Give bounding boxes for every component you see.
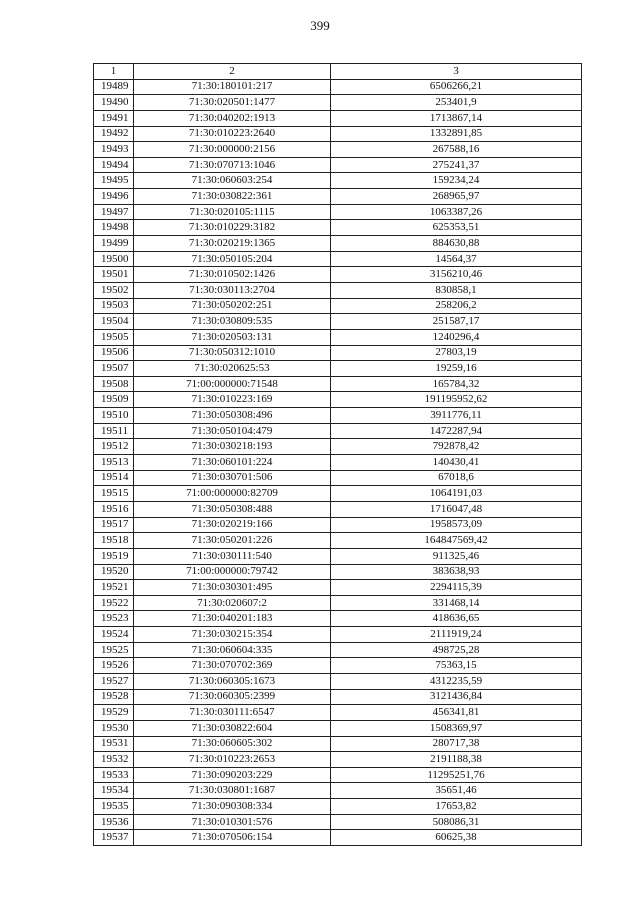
- table-row: [94, 220, 582, 236]
- row-number-cell: 19534: [94, 783, 134, 799]
- table-row: [94, 251, 582, 267]
- cadastral-number-cell: 71:30:020219:166: [134, 517, 331, 533]
- row-number-cell: 19519: [94, 548, 134, 564]
- value-cell: 418636,65: [331, 611, 582, 627]
- cadastral-number-cell: 71:00:000000:79742: [134, 564, 331, 580]
- column-header-3: 3: [331, 64, 582, 80]
- row-number-cell: 19510: [94, 408, 134, 424]
- table-row: [94, 642, 582, 658]
- cadastral-number-cell: 71:30:060603:254: [134, 173, 331, 189]
- value-cell: 140430,41: [331, 455, 582, 471]
- value-cell: 1064191,03: [331, 486, 582, 502]
- cadastral-number-cell: 71:30:040202:1913: [134, 110, 331, 126]
- row-number-cell: 19532: [94, 752, 134, 768]
- cadastral-number-cell: 71:30:070713:1046: [134, 157, 331, 173]
- cadastral-number-cell: 71:30:030218:193: [134, 439, 331, 455]
- cadastral-number-cell: 71:00:000000:71548: [134, 376, 331, 392]
- table-row: [94, 658, 582, 674]
- row-number-cell: 19522: [94, 595, 134, 611]
- row-number-cell: 19517: [94, 517, 134, 533]
- cadastral-number-cell: 71:30:010502:1426: [134, 267, 331, 283]
- row-number-cell: 19533: [94, 767, 134, 783]
- value-cell: 17653,82: [331, 799, 582, 815]
- row-number-cell: 19501: [94, 267, 134, 283]
- row-number-cell: 19520: [94, 564, 134, 580]
- row-number-cell: 19499: [94, 236, 134, 252]
- row-number-cell: 19521: [94, 580, 134, 596]
- row-number-cell: 19491: [94, 110, 134, 126]
- table-row: [94, 799, 582, 815]
- cadastral-number-cell: 71:30:050104:479: [134, 423, 331, 439]
- value-cell: 191195952,62: [331, 392, 582, 408]
- table-row: [94, 720, 582, 736]
- value-cell: 60625,38: [331, 830, 582, 846]
- cadastral-number-cell: 71:30:020625:53: [134, 361, 331, 377]
- table-row: [94, 157, 582, 173]
- value-cell: 251587,17: [331, 314, 582, 330]
- cadastral-number-cell: 71:30:030809:535: [134, 314, 331, 330]
- cadastral-number-cell: 71:30:030111:540: [134, 548, 331, 564]
- table-row: [94, 501, 582, 517]
- row-number-cell: 19505: [94, 329, 134, 345]
- table-row: [94, 142, 582, 158]
- cadastral-number-cell: 71:30:030215:354: [134, 627, 331, 643]
- row-number-cell: 19494: [94, 157, 134, 173]
- row-number-cell: 19526: [94, 658, 134, 674]
- cadastral-number-cell: 71:30:050202:251: [134, 298, 331, 314]
- value-cell: 267588,16: [331, 142, 582, 158]
- row-number-cell: 19528: [94, 689, 134, 705]
- page-number: 399: [310, 18, 330, 33]
- value-cell: 165784,32: [331, 376, 582, 392]
- value-cell: 331468,14: [331, 595, 582, 611]
- row-number-cell: 19511: [94, 423, 134, 439]
- table-row: [94, 705, 582, 721]
- value-cell: 3121436,84: [331, 689, 582, 705]
- table-row: [94, 95, 582, 111]
- value-cell: 383638,93: [331, 564, 582, 580]
- table-row: [94, 455, 582, 471]
- value-cell: 35651,46: [331, 783, 582, 799]
- table-row: [94, 752, 582, 768]
- row-number-cell: 19527: [94, 673, 134, 689]
- table-row: [94, 361, 582, 377]
- value-cell: 67018,6: [331, 470, 582, 486]
- table-row: [94, 673, 582, 689]
- header-row: [94, 64, 582, 80]
- value-cell: 3156210,46: [331, 267, 582, 283]
- table-row: [94, 282, 582, 298]
- value-cell: 498725,28: [331, 642, 582, 658]
- value-cell: 1240296,4: [331, 329, 582, 345]
- value-cell: 1472287,94: [331, 423, 582, 439]
- value-cell: 884630,88: [331, 236, 582, 252]
- table-row: [94, 204, 582, 220]
- value-cell: 911325,46: [331, 548, 582, 564]
- table-row: [94, 517, 582, 533]
- table-row: [94, 267, 582, 283]
- value-cell: 1332891,85: [331, 126, 582, 142]
- cadastral-number-cell: 71:30:090203:229: [134, 767, 331, 783]
- value-cell: 625353,51: [331, 220, 582, 236]
- value-cell: 253401,9: [331, 95, 582, 111]
- table-row: [94, 298, 582, 314]
- cadastral-number-cell: 71:30:040201:183: [134, 611, 331, 627]
- cadastral-number-cell: 71:30:060305:1673: [134, 673, 331, 689]
- table-row: [94, 376, 582, 392]
- row-number-cell: 19496: [94, 189, 134, 205]
- cadastral-number-cell: 71:30:020607:2: [134, 595, 331, 611]
- cadastral-number-cell: 71:30:010223:169: [134, 392, 331, 408]
- cadastral-number-cell: 71:30:060101:224: [134, 455, 331, 471]
- cadastral-number-cell: 71:30:010223:2653: [134, 752, 331, 768]
- row-number-cell: 19503: [94, 298, 134, 314]
- cadastral-number-cell: 71:30:010229:3182: [134, 220, 331, 236]
- value-cell: 268965,97: [331, 189, 582, 205]
- row-number-cell: 19490: [94, 95, 134, 111]
- row-number-cell: 19530: [94, 720, 134, 736]
- cadastral-number-cell: 71:30:050105:204: [134, 251, 331, 267]
- table-row: [94, 580, 582, 596]
- value-cell: 1063387,26: [331, 204, 582, 220]
- table-body: [94, 79, 582, 845]
- value-cell: 275241,37: [331, 157, 582, 173]
- value-cell: 1716047,48: [331, 501, 582, 517]
- cadastral-number-cell: 71:30:050201:226: [134, 533, 331, 549]
- row-number-cell: 19493: [94, 142, 134, 158]
- table-row: [94, 110, 582, 126]
- table-row: [94, 470, 582, 486]
- row-number-cell: 19504: [94, 314, 134, 330]
- cadastral-number-cell: 71:30:060604:335: [134, 642, 331, 658]
- cadastral-number-cell: 71:30:070702:369: [134, 658, 331, 674]
- row-number-cell: 19514: [94, 470, 134, 486]
- cadastral-number-cell: 71:30:030701:506: [134, 470, 331, 486]
- value-cell: 1713867,14: [331, 110, 582, 126]
- value-cell: 3911776,11: [331, 408, 582, 424]
- row-number-cell: 19529: [94, 705, 134, 721]
- row-number-cell: 19535: [94, 799, 134, 815]
- row-number-cell: 19524: [94, 627, 134, 643]
- row-number-cell: 19512: [94, 439, 134, 455]
- table-row: [94, 345, 582, 361]
- cadastral-number-cell: 71:30:060605:302: [134, 736, 331, 752]
- table-row: [94, 627, 582, 643]
- table-row: [94, 392, 582, 408]
- value-cell: 258206,2: [331, 298, 582, 314]
- table-row: [94, 830, 582, 846]
- row-number-cell: 19536: [94, 814, 134, 830]
- data-table: [93, 63, 582, 846]
- cadastral-number-cell: 71:30:050308:488: [134, 501, 331, 517]
- cadastral-number-cell: 71:30:030301:495: [134, 580, 331, 596]
- value-cell: 2191188,38: [331, 752, 582, 768]
- table-row: [94, 611, 582, 627]
- value-cell: 456341,81: [331, 705, 582, 721]
- cadastral-number-cell: 71:30:020503:131: [134, 329, 331, 345]
- row-number-cell: 19498: [94, 220, 134, 236]
- row-number-cell: 19508: [94, 376, 134, 392]
- table-row: [94, 564, 582, 580]
- cadastral-number-cell: 71:30:030111:6547: [134, 705, 331, 721]
- cadastral-number-cell: 71:30:050308:496: [134, 408, 331, 424]
- row-number-cell: 19518: [94, 533, 134, 549]
- table-row: [94, 486, 582, 502]
- value-cell: 159234,24: [331, 173, 582, 189]
- table-row: [94, 126, 582, 142]
- cadastral-number-cell: 71:30:030822:361: [134, 189, 331, 205]
- cadastral-number-cell: 71:30:060305:2399: [134, 689, 331, 705]
- table-row: [94, 783, 582, 799]
- cadastral-number-cell: 71:00:000000:82709: [134, 486, 331, 502]
- row-number-cell: 19489: [94, 79, 134, 95]
- table-row: [94, 189, 582, 205]
- column-header-2: 2: [134, 64, 331, 80]
- cadastral-number-cell: 71:30:020501:1477: [134, 95, 331, 111]
- cadastral-number-cell: 71:30:070506:154: [134, 830, 331, 846]
- row-number-cell: 19537: [94, 830, 134, 846]
- table-row: [94, 548, 582, 564]
- table-row: [94, 595, 582, 611]
- cadastral-number-cell: 71:30:050312:1010: [134, 345, 331, 361]
- value-cell: 792878,42: [331, 439, 582, 455]
- table-row: [94, 329, 582, 345]
- row-number-cell: 19509: [94, 392, 134, 408]
- row-number-cell: 19506: [94, 345, 134, 361]
- value-cell: 4312235,59: [331, 673, 582, 689]
- cadastral-number-cell: 71:30:020219:1365: [134, 236, 331, 252]
- cadastral-number-cell: 71:30:010301:576: [134, 814, 331, 830]
- column-header-1: 1: [94, 64, 134, 80]
- cadastral-number-cell: 71:30:020105:1115: [134, 204, 331, 220]
- table-row: [94, 79, 582, 95]
- table-header: [94, 64, 582, 80]
- row-number-cell: 19531: [94, 736, 134, 752]
- row-number-cell: 19497: [94, 204, 134, 220]
- value-cell: 830858,1: [331, 282, 582, 298]
- cadastral-number-cell: 71:30:000000:2156: [134, 142, 331, 158]
- row-number-cell: 19507: [94, 361, 134, 377]
- value-cell: 164847569,42: [331, 533, 582, 549]
- table-row: [94, 439, 582, 455]
- value-cell: 6506266,21: [331, 79, 582, 95]
- row-number-cell: 19525: [94, 642, 134, 658]
- value-cell: 14564,37: [331, 251, 582, 267]
- row-number-cell: 19515: [94, 486, 134, 502]
- cadastral-number-cell: 71:30:090308:334: [134, 799, 331, 815]
- row-number-cell: 19513: [94, 455, 134, 471]
- table-row: [94, 689, 582, 705]
- value-cell: 19259,16: [331, 361, 582, 377]
- value-cell: 1958573,09: [331, 517, 582, 533]
- cadastral-number-cell: 71:30:030822:604: [134, 720, 331, 736]
- row-number-cell: 19492: [94, 126, 134, 142]
- value-cell: 75363,15: [331, 658, 582, 674]
- row-number-cell: 19516: [94, 501, 134, 517]
- value-cell: 280717,38: [331, 736, 582, 752]
- table-row: [94, 236, 582, 252]
- value-cell: 508086,31: [331, 814, 582, 830]
- cadastral-number-cell: 71:30:010223:2640: [134, 126, 331, 142]
- table-row: [94, 533, 582, 549]
- table-row: [94, 314, 582, 330]
- cadastral-number-cell: 71:30:030801:1687: [134, 783, 331, 799]
- value-cell: 27803,19: [331, 345, 582, 361]
- table-row: [94, 408, 582, 424]
- row-number-cell: 19523: [94, 611, 134, 627]
- table-row: [94, 767, 582, 783]
- table-row: [94, 814, 582, 830]
- table-row: [94, 173, 582, 189]
- cadastral-number-cell: 71:30:180101:217: [134, 79, 331, 95]
- table-row: [94, 736, 582, 752]
- cadastral-number-cell: 71:30:030113:2704: [134, 282, 331, 298]
- row-number-cell: 19495: [94, 173, 134, 189]
- value-cell: 1508369,97: [331, 720, 582, 736]
- row-number-cell: 19500: [94, 251, 134, 267]
- table-row: [94, 423, 582, 439]
- value-cell: 11295251,76: [331, 767, 582, 783]
- row-number-cell: 19502: [94, 282, 134, 298]
- value-cell: 2294115,39: [331, 580, 582, 596]
- value-cell: 2111919,24: [331, 627, 582, 643]
